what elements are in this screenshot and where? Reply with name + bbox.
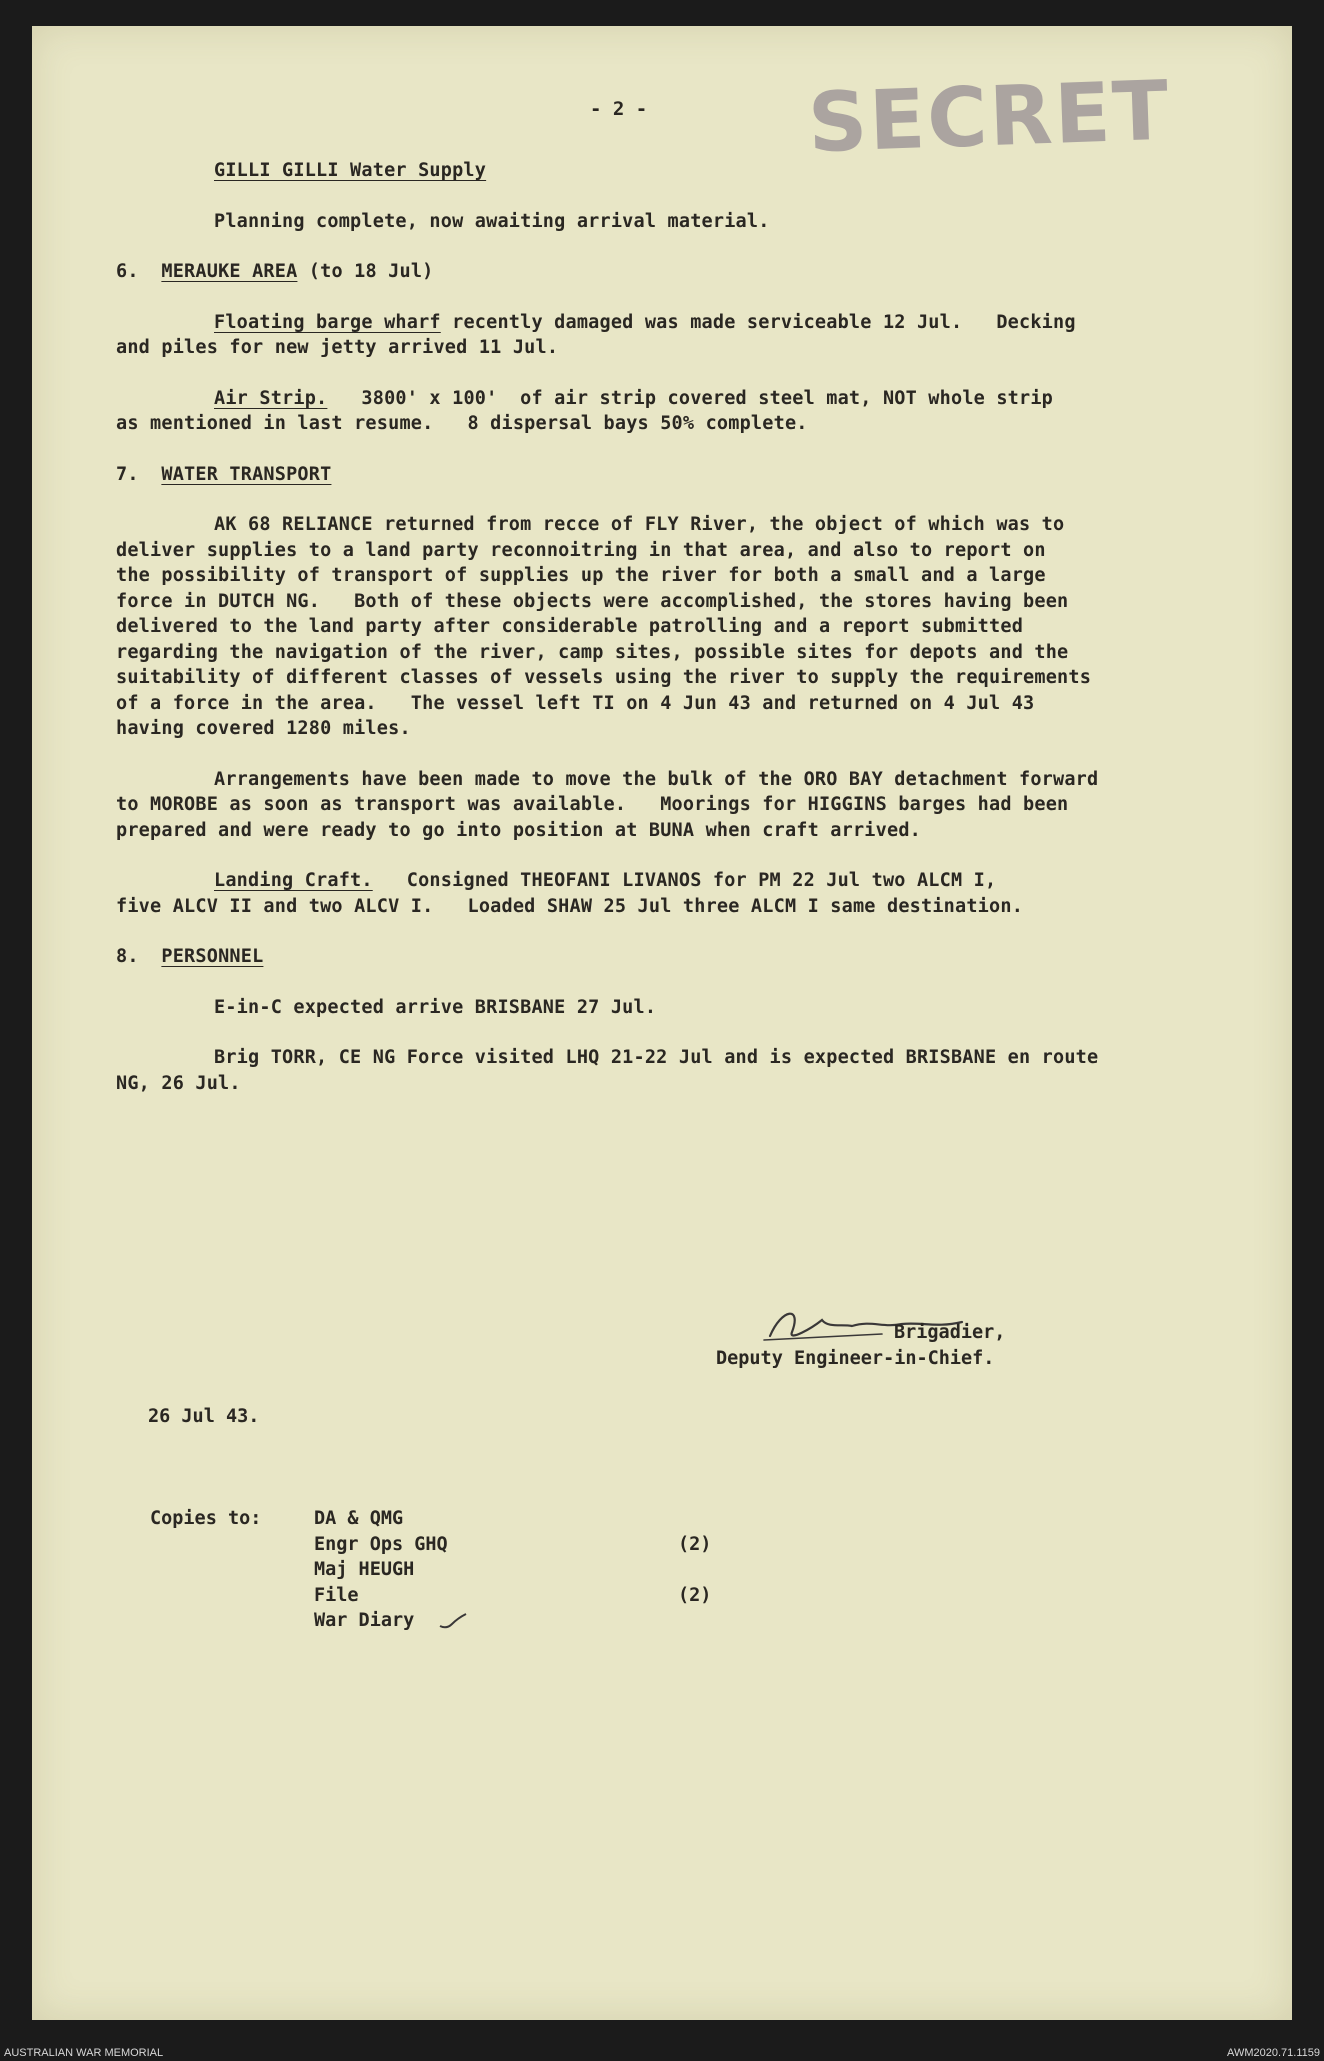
copies-items [314,1506,712,1634]
document-body [116,98,1238,1096]
page-number: - 2 - [590,98,648,120]
gilli-heading: GILLI GILLI Water Supply [214,160,487,181]
signature-block [678,1320,1078,1372]
section-6-heading: 6. MERAUKE AREA (to 18 Jul) [116,261,434,282]
copy-item: DA & QMG [314,1508,404,1529]
copy-item: File (2) [314,1584,712,1606]
signatory-rank: Brigadier, [894,1322,1006,1343]
footer-reference-id: AWM2020.71.1159 [1227,2047,1320,2059]
copy-item: War Diary [314,1608,614,1634]
gilli-text: Planning complete, now awaiting arrival material. [214,210,770,232]
copy-item: Maj HEUGH [314,1559,415,1580]
section-6-paragraph-1: Floating barge wharf recently damaged was made serviceable 12 Jul. Decking and piles for new jetty arrived 11 Jul. [116,311,1076,358]
footer-archive-name: AUSTRALIAN WAR MEMORIAL [4,2047,164,2059]
copies-label: Copies to: [150,1508,262,1529]
section-7-paragraph-1: AK 68 RELIANCE returned from recce of FLY River, the object of which was to deliver supplies to a land party reconnoitring in that area, and also to report on the possibility of transport of supplies up the river for both a small and a large force in DUTCH NG. Both of these objects were accomplished, the stores having been delivered to the land party after considerable patrolling and a report submitted regarding the navigation of the river, camp sites, possible sites for depots and the suitability of different classes of vessels using the river to supply the requirements of a force in the area. The vessel left TI on 4 Jun 43 and returned on 4 Jul 43 having covered 1280 miles. [116,514,1092,739]
section-8-heading: 8. PERSONNEL [116,946,264,967]
document-date: 26 Jul 43. [148,1406,260,1427]
section-8-paragraph-2: Brig TORR, CE NG Force visited LHQ 21-22 Jul and is expected BRISBANE en route NG, 26 Jul. [116,1047,1099,1094]
secret-stamp: SECRET [806,63,1172,172]
checkmark-icon [438,1612,468,1632]
signatory-title: Deputy Engineer-in-Chief. [716,1348,995,1369]
copy-item: Engr Ops GHQ (2) [314,1533,712,1555]
section-7-paragraph-2: Arrangements have been made to move the bulk of the ORO BAY detachment forward to MOROBE as soon as transport was available. Moorings for HIGGINS barges had been prepared and were ready to go into position at BUNA when craft arrived. [116,768,1099,841]
section-7-paragraph-3: Landing Craft. Consigned THEOFANI LIVANOS for PM 22 Jul two ALCM I, five ALCV II and two ALCV I. Loaded SHAW 25 Jul three ALCM I same destination. [116,870,1024,917]
section-8-paragraph-1: E-in-C expected arrive BRISBANE 27 Jul. [214,996,657,1018]
section-7-heading: 7. WATER TRANSPORT [116,463,332,485]
section-6-paragraph-2: Air Strip. 3800' x 100' of air strip covered steel mat, NOT whole strip as mentioned in last resume. 8 dispersal bays 50% complete. [116,387,1054,434]
